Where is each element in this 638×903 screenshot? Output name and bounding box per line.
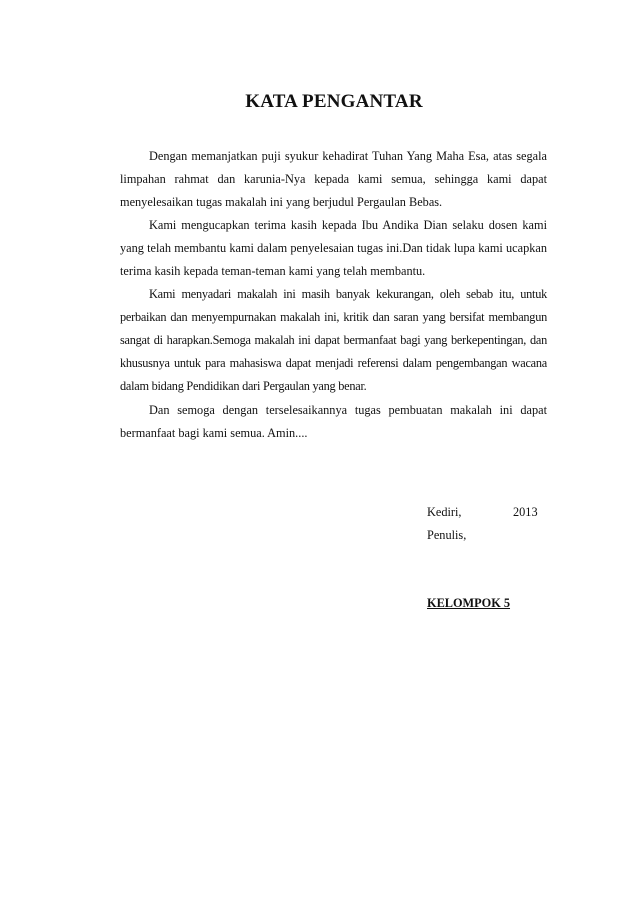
paragraph-1: Dengan memanjatkan puji syukur kehadirat Tuhan Yang Maha Esa, atas segala limpahan rahmat dan karunia-Nya kepada kami semua, sehingga kami dapat menyelesaikan tugas makalah ini yang berjudul Pergaulan Bebas.	[120, 149, 547, 210]
paragraph-2: Kami mengucapkan terima kasih kepada Ibu Andika Dian selaku dosen kami yang telah membantu kami dalam penyelesaian tugas ini.Dan tidak lupa kami ucapkan terima kasih kepada teman-teman kami yang telah membantu.	[120, 218, 547, 279]
document-title: KATA PENGANTAR	[245, 91, 423, 112]
paragraph-4: Dan semoga dengan terselesaikannya tugas pembuatan makalah ini dapat bermanfaat bagi kami semua. Amin....	[120, 402, 547, 440]
signature-role: Penulis,	[427, 528, 467, 542]
paragraph-3: Kami menyadari makalah ini masih banyak kekurangan, oleh sebab itu, untuk perbaikan dan menyempurnakan makalah ini, kritik dan saran yang bersifat membangun sangat di harapkan.Semoga makalah ini dapat bermanfaat bagi yang berkepentingan, dan khususnya untuk para mahasiswa dapat menjadi referensi dalam pengembangan wacana dalam bidang Pendidikan dari Pergaulan yang benar.	[120, 287, 547, 394]
signature-city: Kediri,	[427, 505, 462, 519]
body-text	[120, 145, 547, 445]
signature-group: KELOMPOK 5	[427, 596, 511, 610]
signature-year: 2013	[513, 505, 538, 519]
